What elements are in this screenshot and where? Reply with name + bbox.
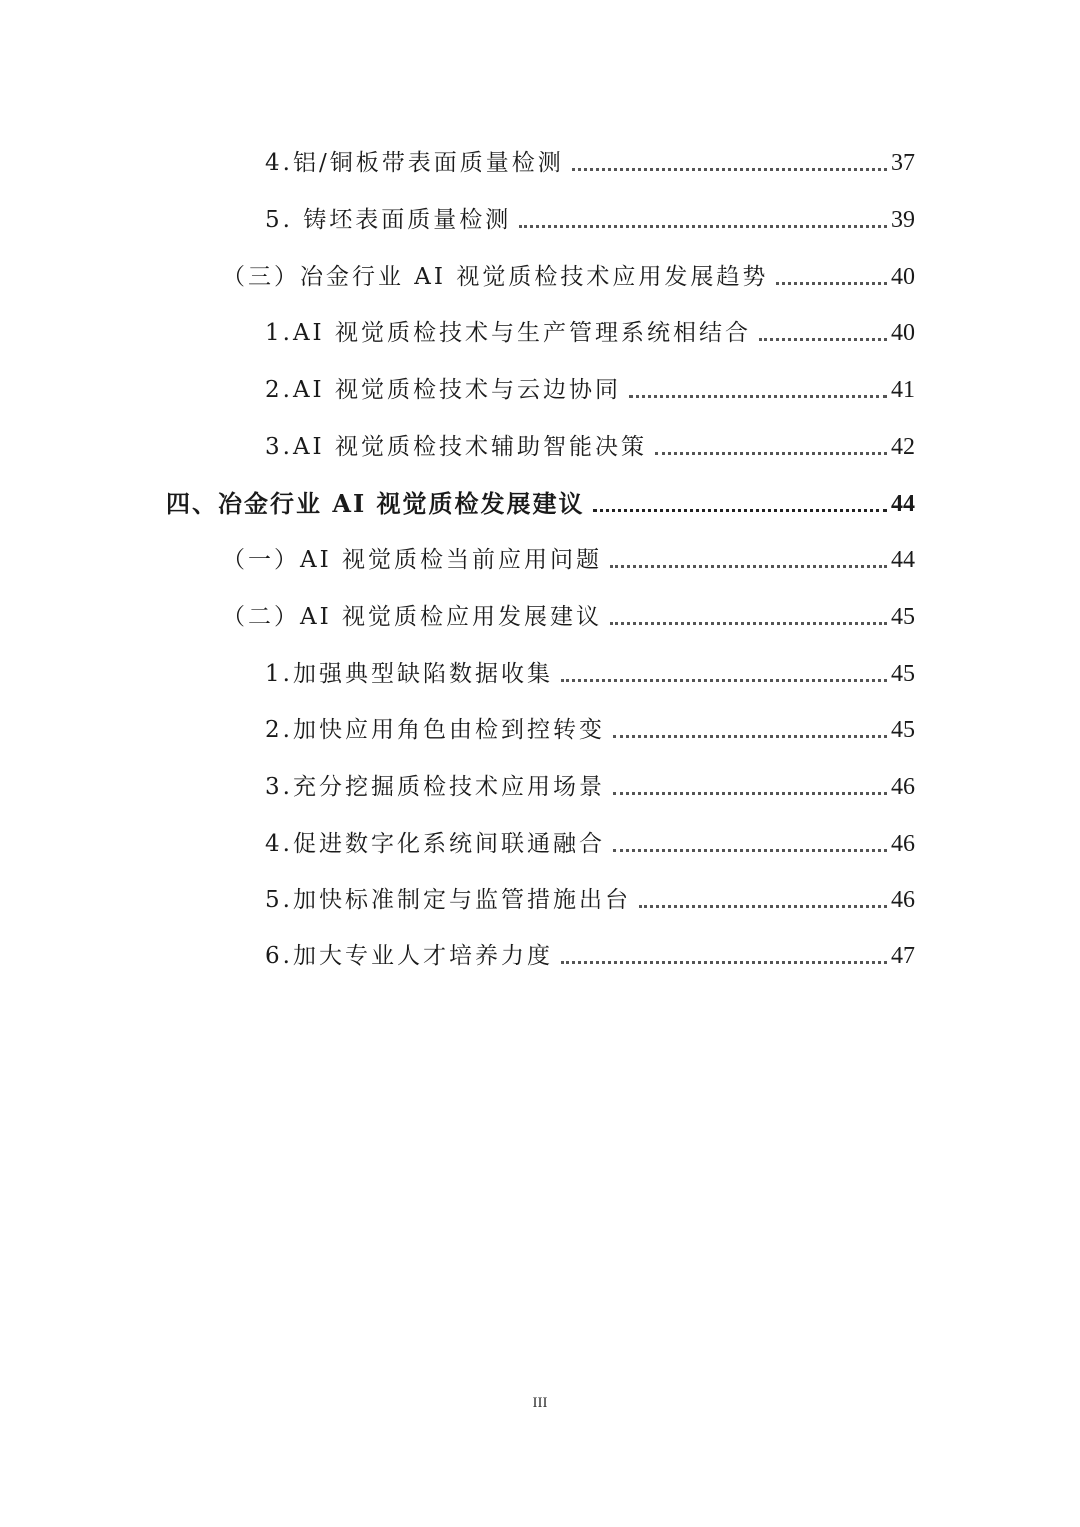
toc-entry-title: （三）冶金行业 AI 视觉质检技术应用发展趋势 [222, 264, 769, 290]
dot-leader [655, 452, 887, 455]
toc-entry-page: 45 [891, 717, 915, 743]
toc-entry-title: 5. 铸坯表面质量检测 [265, 207, 512, 233]
toc-entry[interactable] [222, 592, 915, 632]
toc-entry-page: 47 [891, 943, 915, 969]
toc-entry-title: 5.加快标准制定与监管措施出台 [265, 887, 631, 913]
toc-entry[interactable] [265, 931, 915, 971]
toc-entry-title: 2.加快应用角色由检到控转变 [265, 717, 605, 743]
toc-entry-page: 46 [891, 774, 915, 800]
dot-leader [561, 961, 887, 964]
dot-leader [613, 849, 887, 852]
toc-entry-title: 1.AI 视觉质检技术与生产管理系统相结合 [265, 320, 751, 346]
toc-entry[interactable] [265, 195, 915, 235]
dot-leader [629, 395, 887, 398]
dot-leader [759, 338, 887, 341]
dot-leader [610, 565, 887, 568]
toc-entry-page: 40 [891, 264, 915, 290]
toc-entry-page: 45 [891, 604, 915, 630]
toc-entry-page: 44 [891, 547, 915, 573]
toc-entry[interactable] [265, 819, 915, 859]
toc-entry-page: 44 [891, 491, 915, 517]
toc-entry[interactable] [222, 535, 915, 575]
dot-leader [519, 225, 887, 228]
toc-entry-title: 6.加大专业人才培养力度 [265, 943, 553, 969]
toc-entry[interactable] [265, 308, 915, 348]
dot-leader [561, 679, 887, 682]
toc-entry[interactable] [265, 365, 915, 405]
toc-entry-title: 4.促进数字化系统间联通融合 [265, 831, 605, 857]
dot-leader [610, 622, 887, 625]
toc-entry-page: 41 [891, 377, 915, 403]
toc-entry-title: 四、冶金行业 AI 视觉质检发展建议 [166, 489, 585, 518]
toc-entry[interactable] [265, 422, 915, 462]
toc-entry[interactable] [222, 252, 915, 292]
toc-entry-page: 42 [891, 434, 915, 460]
toc-entry-title: 3.AI 视觉质检技术辅助智能决策 [265, 434, 647, 460]
toc-entry-title: （二）AI 视觉质检应用发展建议 [222, 604, 603, 630]
toc-entry[interactable] [265, 649, 915, 689]
toc-entry-title: 3.充分挖掘质检技术应用场景 [265, 774, 605, 800]
toc-entry-page: 46 [891, 831, 915, 857]
dot-leader [639, 905, 887, 908]
toc-entry-page: 45 [891, 661, 915, 687]
toc-entry-page: 46 [891, 887, 915, 913]
page-number: III [532, 1395, 548, 1411]
dot-leader [776, 282, 887, 285]
toc-entry-title: （一）AI 视觉质检当前应用问题 [222, 547, 603, 573]
dot-leader [572, 168, 887, 171]
toc-entry-page: 37 [891, 150, 915, 176]
toc-entry-title: 2.AI 视觉质检技术与云边协同 [265, 377, 621, 403]
dot-leader [613, 792, 887, 795]
toc-entry-page: 39 [891, 207, 915, 233]
toc-entry[interactable] [265, 762, 915, 802]
dot-leader [593, 509, 887, 512]
toc-entry-page: 40 [891, 320, 915, 346]
toc-entry-title: 1.加强典型缺陷数据收集 [265, 661, 553, 687]
toc-entry[interactable] [265, 138, 915, 178]
toc-entry-title: 4.铝/铜板带表面质量检测 [265, 150, 564, 176]
toc-entry-chapter[interactable] [166, 479, 915, 519]
toc-entry[interactable] [265, 875, 915, 915]
dot-leader [613, 735, 887, 738]
toc-entry[interactable] [265, 705, 915, 745]
